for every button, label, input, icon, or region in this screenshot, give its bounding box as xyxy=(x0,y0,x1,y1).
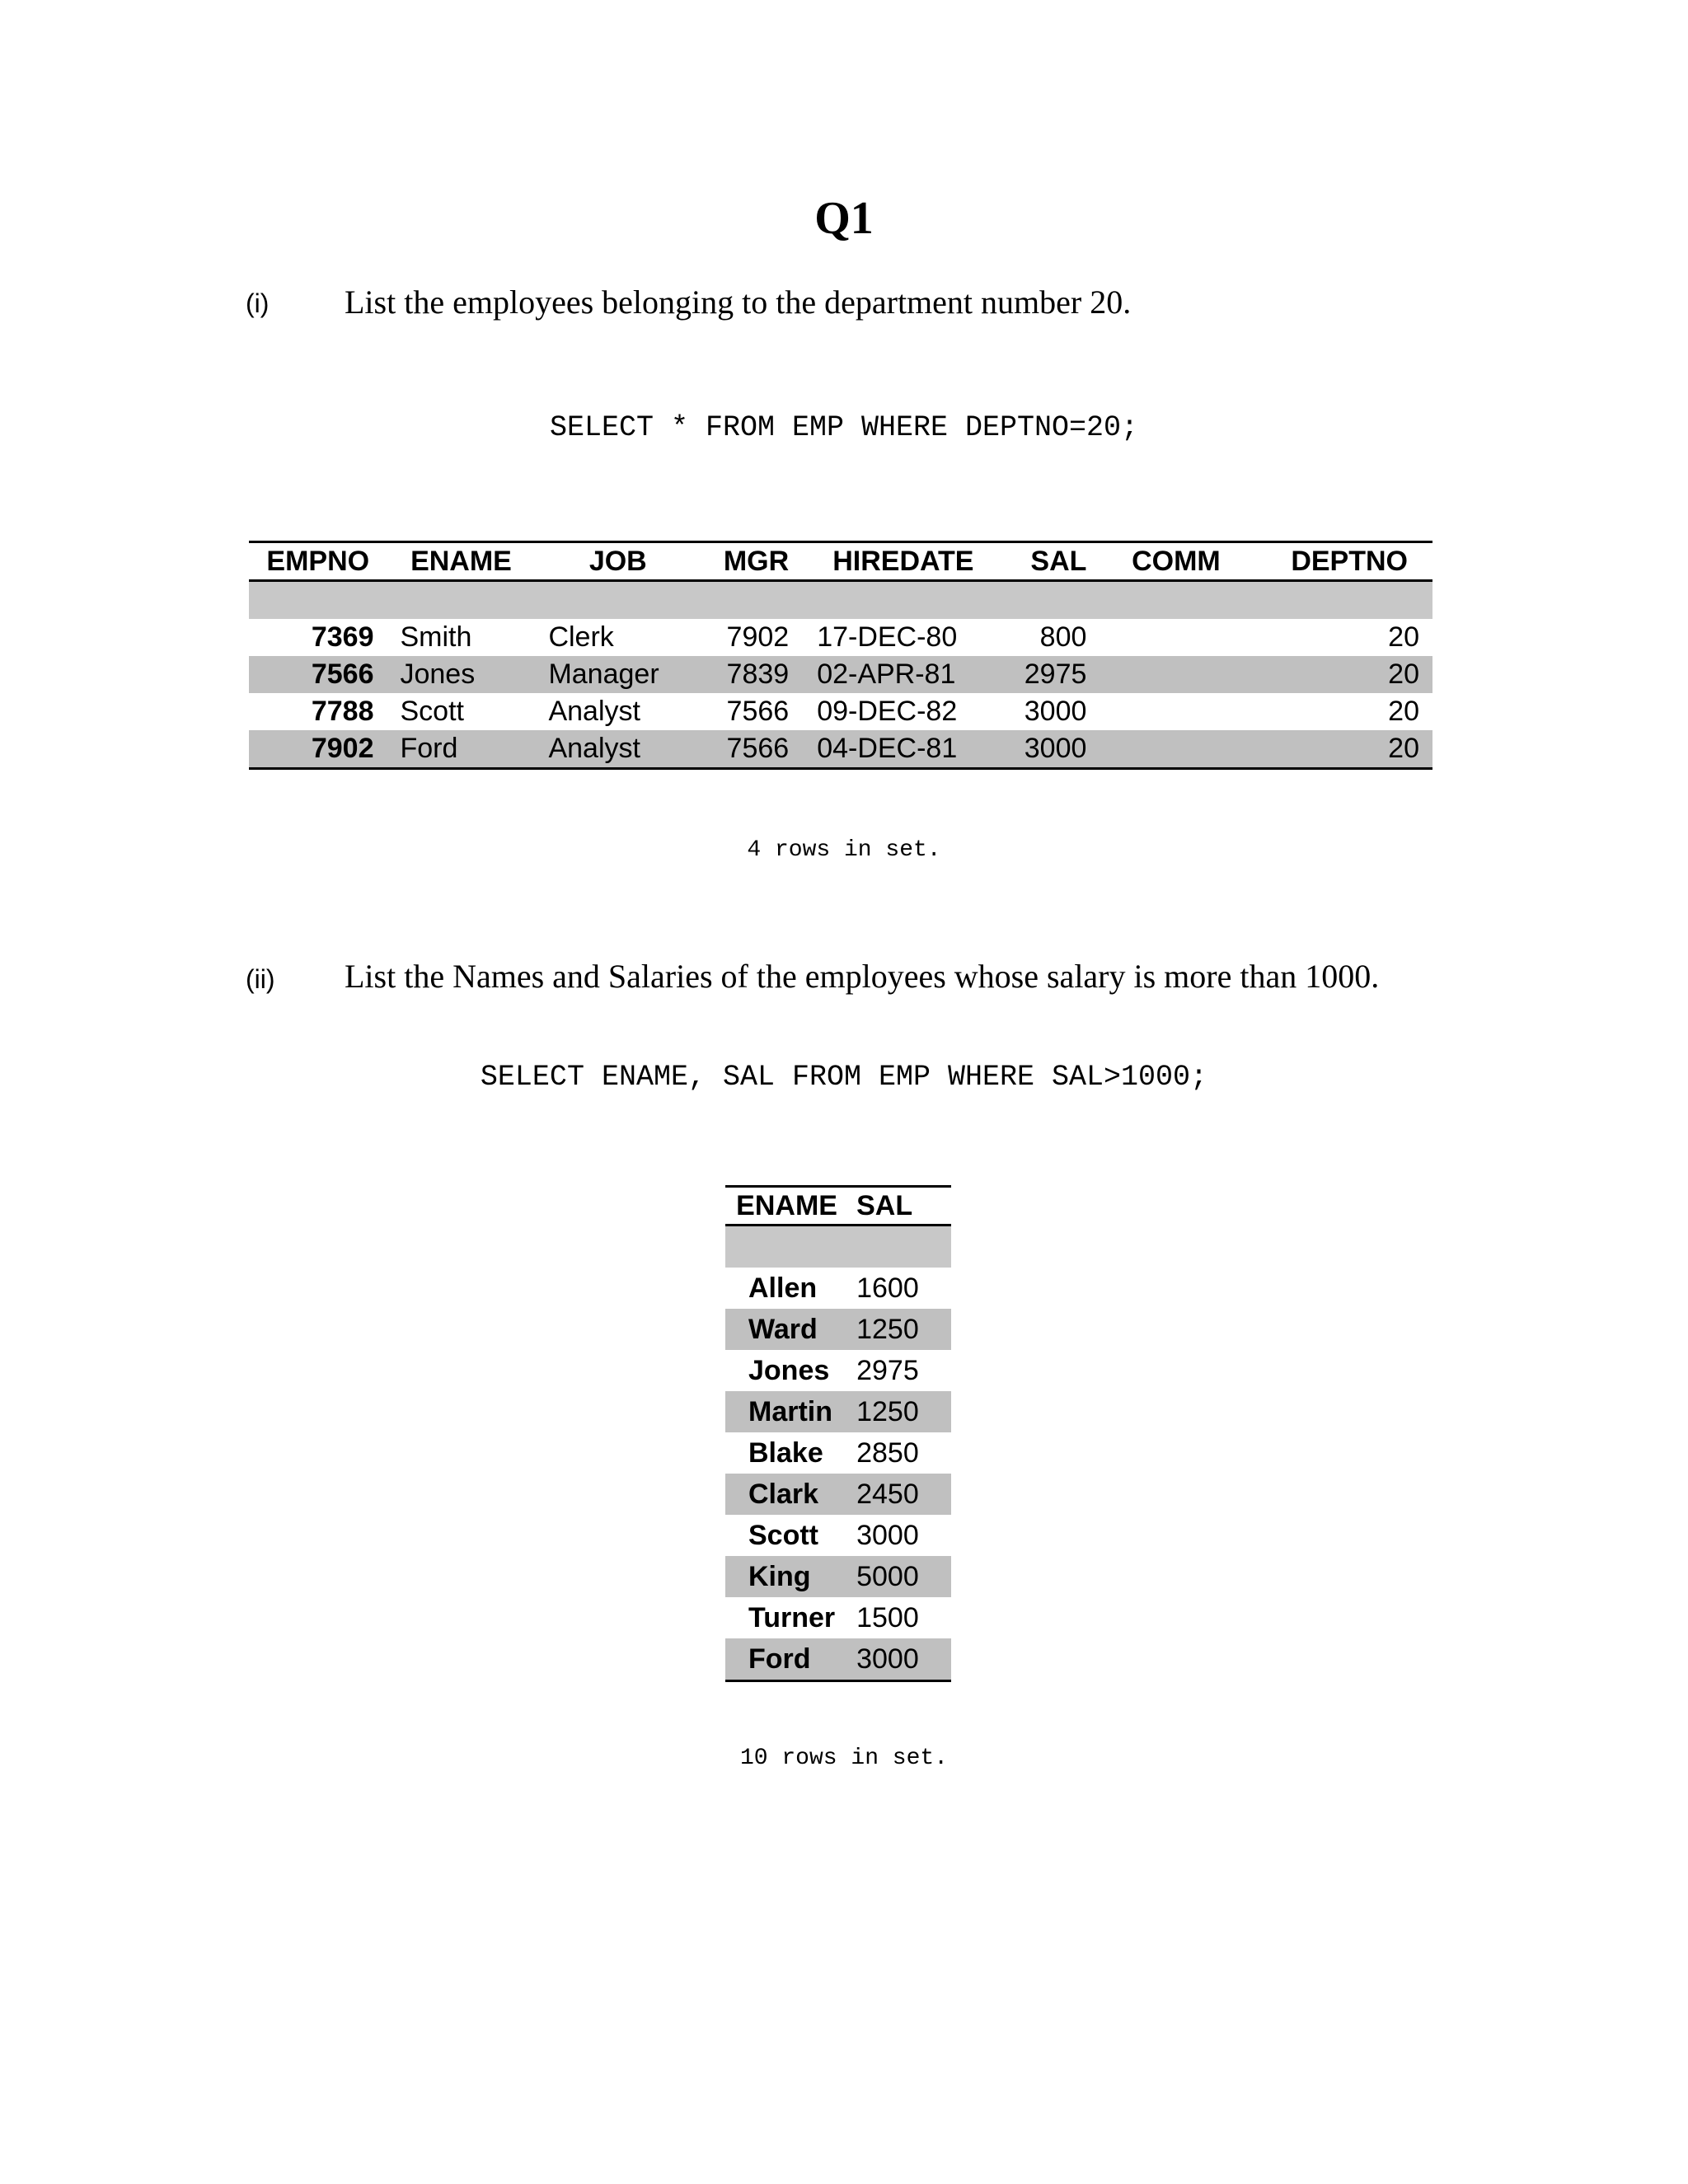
column-header-sal: SAL xyxy=(1008,542,1105,581)
cell-empno: 7788 xyxy=(311,696,374,727)
cell-sal: 2450 xyxy=(848,1474,951,1515)
table-row xyxy=(725,1268,951,1309)
question-number-i: (i) xyxy=(246,288,270,318)
cell-sal: 2975 xyxy=(1008,656,1105,693)
cell-ename: Clark xyxy=(725,1474,848,1515)
cell-sal: 2850 xyxy=(856,1437,919,1469)
row-count-ii: 10 rows in set. xyxy=(739,1746,949,1771)
cell-job: Analyst xyxy=(548,696,640,727)
cell-job: Manager xyxy=(535,656,701,693)
cell-empno: 7566 xyxy=(249,656,387,693)
cell-sal: 3000 xyxy=(1024,696,1087,727)
cell-hiredate: 02-APR-81 xyxy=(799,656,1007,693)
cell-sal: 2975 xyxy=(856,1355,919,1386)
cell-hiredate: 17-DEC-80 xyxy=(817,621,958,653)
cell-job: Analyst xyxy=(535,730,701,769)
column-header-comm: COMM xyxy=(1104,542,1247,581)
cell-hiredate: 09-DEC-82 xyxy=(817,696,958,727)
question-number-ii: (ii) xyxy=(246,964,275,994)
column-header-ename: ENAME xyxy=(725,1187,848,1226)
table-row xyxy=(725,1432,951,1474)
cell-sal: 3000 xyxy=(856,1520,919,1551)
cell-mgr: 7566 xyxy=(726,696,790,727)
question-text-i: List the employees belonging to the department number 20. xyxy=(345,284,1132,321)
cell-comm xyxy=(1104,656,1247,693)
cell-sal: 3000 xyxy=(848,1638,951,1681)
table-row xyxy=(725,1597,951,1638)
cell-comm xyxy=(1104,693,1247,730)
table-row xyxy=(725,1391,951,1432)
cell-ename: Smith xyxy=(400,621,472,653)
cell-ename: Scott xyxy=(400,696,464,727)
column-header-hiredate: HIREDATE xyxy=(799,542,1007,581)
cell-ename: Ford xyxy=(725,1638,848,1681)
column-header-deptno: DEPTNO xyxy=(1247,542,1432,581)
table-row xyxy=(725,1556,951,1597)
sql-query-i: SELECT * FROM EMP WHERE DEPTNO=20; xyxy=(549,411,1139,444)
table-header-row xyxy=(249,542,1432,581)
cell-empno: 7902 xyxy=(249,730,387,769)
cell-comm xyxy=(1104,730,1247,769)
cell-ename: King xyxy=(725,1556,848,1597)
cell-hiredate: 04-DEC-81 xyxy=(799,730,1007,769)
table-row xyxy=(725,1638,951,1681)
cell-sal: 1250 xyxy=(848,1391,951,1432)
result-table-emp xyxy=(249,541,1432,770)
cell-sal: 1600 xyxy=(856,1272,919,1304)
cell-empno: 7369 xyxy=(311,621,374,653)
cell-deptno: 20 xyxy=(1247,656,1432,693)
table-row xyxy=(249,656,1432,693)
cell-ename: Allen xyxy=(748,1272,818,1304)
cell-ename: Ward xyxy=(725,1309,848,1350)
cell-ename: Jones xyxy=(748,1355,830,1386)
column-header-sal: SAL xyxy=(848,1187,951,1226)
cell-sal: 5000 xyxy=(848,1556,951,1597)
cell-sal: 1250 xyxy=(848,1309,951,1350)
table-header-row xyxy=(725,1187,951,1226)
cell-deptno: 20 xyxy=(1388,621,1419,653)
row-count-i: 4 rows in set. xyxy=(747,837,941,863)
cell-sal: 1500 xyxy=(856,1602,919,1633)
cell-sal: 800 xyxy=(1039,621,1087,653)
result-table-salaries xyxy=(725,1185,951,1682)
cell-ename: Blake xyxy=(748,1437,823,1469)
cell-deptno: 20 xyxy=(1388,696,1419,727)
cell-mgr: 7839 xyxy=(701,656,799,693)
cell-ename: Jones xyxy=(387,656,535,693)
cell-sal: 3000 xyxy=(1008,730,1105,769)
sql-query-ii: SELECT ENAME, SAL FROM EMP WHERE SAL>1000; xyxy=(480,1061,1208,1094)
table-row xyxy=(249,730,1432,769)
cell-mgr: 7566 xyxy=(701,730,799,769)
blank-row xyxy=(725,1226,951,1268)
table-row xyxy=(725,1474,951,1515)
cell-job: Clerk xyxy=(548,621,614,653)
cell-deptno: 20 xyxy=(1247,730,1432,769)
table-row xyxy=(249,619,1432,656)
question-text-ii: List the Names and Salaries of the employees whose salary is more than 1000. xyxy=(345,958,1380,995)
column-header-job: JOB xyxy=(535,542,701,581)
cell-ename: Ford xyxy=(387,730,535,769)
cell-ename: Martin xyxy=(725,1391,848,1432)
cell-mgr: 7902 xyxy=(726,621,790,653)
cell-ename: Turner xyxy=(748,1602,836,1633)
page-title: Q1 xyxy=(814,193,874,244)
table-row xyxy=(725,1309,951,1350)
column-header-mgr: MGR xyxy=(701,542,799,581)
cell-comm xyxy=(1104,619,1247,656)
blank-row xyxy=(249,581,1432,620)
column-header-ename: ENAME xyxy=(387,542,535,581)
table-row xyxy=(725,1515,951,1556)
cell-ename: Scott xyxy=(748,1520,818,1551)
table-row xyxy=(725,1350,951,1391)
table-row xyxy=(249,693,1432,730)
column-header-empno: EMPNO xyxy=(249,542,387,581)
